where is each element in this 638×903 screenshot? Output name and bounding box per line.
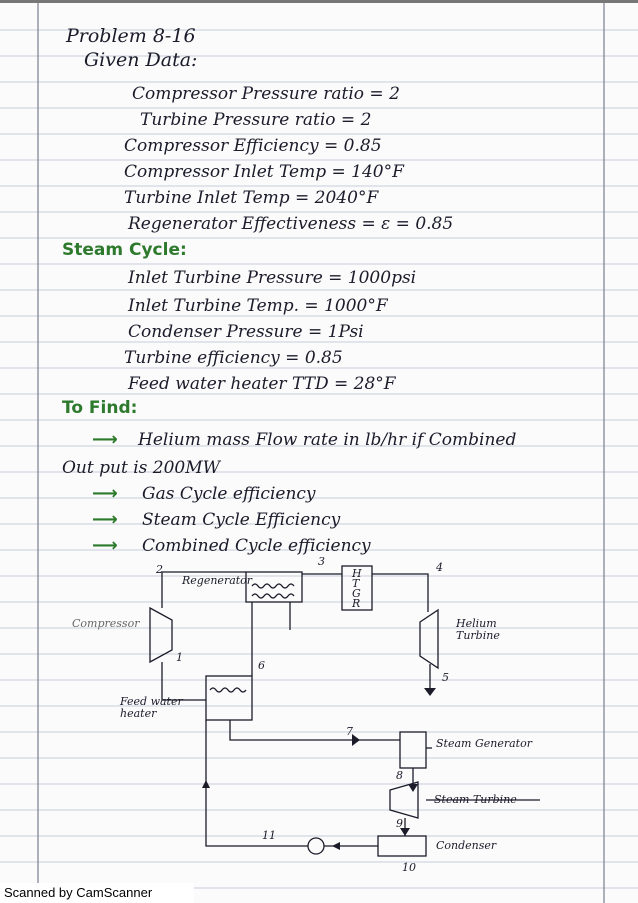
htgr-label-r: R [352, 597, 361, 610]
steam-line: Condenser Pressure = 1Psi [128, 322, 364, 342]
state-2: 2 [156, 563, 163, 576]
given-line: Turbine Pressure ratio = 2 [140, 110, 372, 130]
find-line: Gas Cycle efficiency [142, 484, 316, 504]
htgr-label-h: H [352, 567, 362, 580]
given-line: Compressor Pressure ratio = 2 [132, 84, 400, 104]
feedwater-heater-label: Feed water heater [120, 695, 183, 720]
state-9: 9 [396, 817, 403, 830]
state-7: 7 [346, 725, 353, 738]
given-heading: Given Data: [84, 49, 198, 71]
compressor-label: Compressor [72, 617, 140, 630]
arrow-icon: ⟶ [92, 429, 118, 450]
steam-generator-box [400, 732, 426, 768]
find-line: Steam Cycle Efficiency [142, 510, 341, 530]
feedwater-heater-box [206, 676, 252, 720]
helium-turbine-label: Helium Turbine [456, 617, 500, 642]
helium-turbine-shape [420, 610, 438, 668]
condenser-box [378, 836, 426, 856]
arrow-icon: ⟶ [92, 483, 118, 504]
steam-generator-label: Steam Generator [436, 737, 532, 750]
steam-line: Turbine efficiency = 0.85 [124, 348, 343, 368]
regenerator-label: Regenerator [182, 574, 253, 587]
htgr-label-t: T [352, 577, 360, 590]
scanner-footer: Scanned by CamScanner [0, 883, 194, 903]
htgr-label-g: G [352, 587, 361, 600]
state-5: 5 [442, 671, 449, 684]
steam-line: Inlet Turbine Pressure = 1000psi [128, 268, 417, 288]
steam-turbine-label: Steam Turbine [434, 793, 517, 806]
find-heading: To Find: [62, 398, 138, 418]
given-line: Turbine Inlet Temp = 2040°F [124, 188, 379, 208]
compressor-shape [150, 608, 172, 662]
state-6: 6 [258, 659, 265, 672]
arrow-icon: ⟶ [92, 509, 118, 530]
given-line: Compressor Efficiency = 0.85 [124, 136, 382, 156]
given-line: Compressor Inlet Temp = 140°F [124, 162, 404, 182]
steam-heading: Steam Cycle: [62, 240, 187, 260]
state-1: 1 [176, 651, 183, 664]
arrow-icon: ⟶ [92, 535, 118, 556]
find-line: Combined Cycle efficiency [142, 536, 371, 556]
given-line: Regenerator Effectiveness = ε = 0.85 [128, 214, 454, 234]
steam-line: Feed water heater TTD = 28°F [128, 374, 396, 394]
find-line: Out put is 200MW [62, 458, 221, 478]
steam-line: Inlet Turbine Temp. = 1000°F [128, 296, 388, 316]
state-4: 4 [436, 561, 443, 574]
condenser-label: Condenser [436, 839, 497, 852]
pump-circle [308, 838, 324, 854]
state-8: 8 [396, 769, 403, 782]
find-line: Helium mass Flow rate in lb/hr if Combined [138, 430, 517, 450]
state-3: 3 [318, 555, 325, 568]
state-11: 11 [262, 829, 276, 842]
problem-title: Problem 8-16 [66, 25, 196, 47]
state-10: 10 [402, 861, 416, 874]
